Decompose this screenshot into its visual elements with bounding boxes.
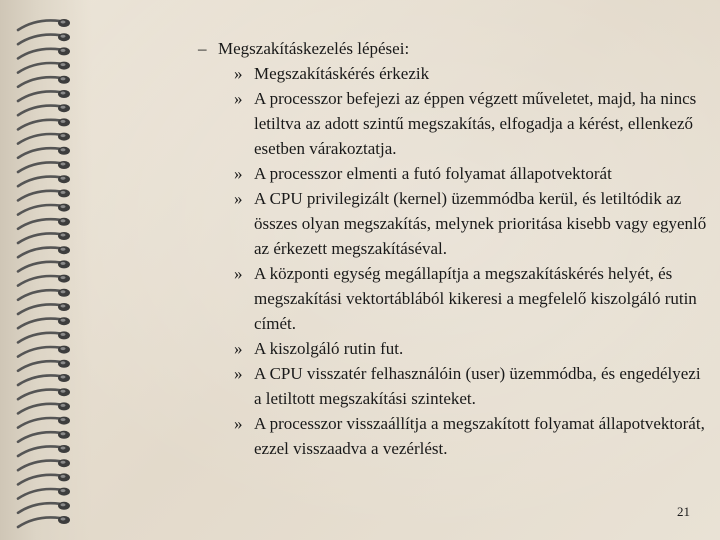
spiral-ring: [18, 473, 70, 484]
spiral-ring: [18, 189, 70, 200]
spiral-ring: [18, 388, 70, 399]
spiral-ring: [18, 417, 70, 428]
spiral-ring: [18, 104, 70, 115]
spiral-ring: [18, 459, 70, 470]
spiral-ring: [18, 33, 70, 44]
spiral-ring: [18, 346, 70, 357]
step-text: A processzor befejezi az éppen végzett műveletet, majd, ha nincs letiltva az adott szintű megszakítás, elfogadja a kérést, ellenkező esetben várakoztatja.: [254, 89, 697, 158]
spiral-ring: [18, 76, 70, 87]
list-item: [198, 161, 708, 186]
list-item: [198, 361, 708, 411]
spiral-ring: [18, 331, 70, 342]
step-text: A processzor elmenti a futó folyamat állapotvektorát: [254, 164, 612, 183]
step-text: A kiszolgáló rutin fut.: [254, 339, 404, 358]
list-item: [198, 336, 708, 361]
spiral-ring: [18, 47, 70, 58]
list-item: [198, 411, 708, 461]
spiral-ring: [18, 218, 70, 229]
heading-text: Megszakításkezelés lépései:: [218, 39, 410, 58]
bullet-marker: »: [234, 189, 243, 208]
heading-dash: –: [198, 39, 207, 58]
bullet-marker: »: [234, 164, 243, 183]
list-item: [198, 261, 708, 336]
bullet-marker: »: [234, 414, 243, 433]
spiral-ring: [18, 303, 70, 314]
spiral-ring: [18, 317, 70, 328]
spiral-ring: [18, 374, 70, 385]
spiral-ring: [18, 246, 70, 257]
list-item: [198, 186, 708, 261]
list-item: [198, 61, 708, 86]
spiral-ring: [18, 502, 70, 513]
step-text: A CPU privilegizált (kernel) üzemmódba kerül, és letiltódik az összes olyan megszakítás, melynek prioritása kisebb vagy egyenlő az érkezett megszakításéval.: [254, 189, 707, 258]
page-number: 21: [677, 504, 690, 519]
spiral-ring: [18, 133, 70, 144]
bullet-marker: »: [234, 339, 243, 358]
step-text: A CPU visszatér felhasználóin (user) üzemmódba, és engedélyezi a letiltott megszakítási szinteket.: [254, 364, 701, 408]
spiral-ring: [18, 118, 70, 129]
slide-content: [198, 36, 708, 461]
step-text: A processzor visszaállítja a megszakított folyamat állapotvektorát, ezzel visszaadva a vezérlést.: [254, 414, 705, 458]
spiral-ring: [18, 275, 70, 286]
spiral-ring: [18, 360, 70, 371]
bullet-marker: »: [234, 64, 243, 83]
step-text: A központi egység megállapítja a megszakításkérés helyét, és megszakítási vektortáblából kikeresi a megfelelő kiszolgáló rutin címét.: [254, 264, 697, 333]
bullet-marker: »: [234, 264, 243, 283]
step-text: Megszakításkérés érkezik: [254, 64, 430, 83]
spiral-ring: [18, 516, 70, 527]
list-item: [198, 86, 708, 161]
spiral-ring: [18, 488, 70, 499]
spiral-ring: [18, 260, 70, 271]
spiral-ring: [18, 19, 70, 30]
spiral-ring: [18, 147, 70, 158]
bullet-marker: »: [234, 364, 243, 383]
spiral-ring: [18, 289, 70, 300]
spiral-ring: [18, 232, 70, 243]
spiral-ring: [18, 445, 70, 456]
bullet-marker: »: [234, 89, 243, 108]
spiral-ring: [18, 90, 70, 101]
spiral-ring: [18, 161, 70, 172]
spiral-ring: [18, 62, 70, 73]
spiral-ring: [18, 402, 70, 413]
spiral-ring: [18, 175, 70, 186]
section-heading: [198, 36, 708, 61]
steps-list: [198, 61, 708, 461]
spiral-binding-icon: [0, 0, 90, 540]
spiral-ring: [18, 204, 70, 215]
spiral-ring: [18, 431, 70, 442]
